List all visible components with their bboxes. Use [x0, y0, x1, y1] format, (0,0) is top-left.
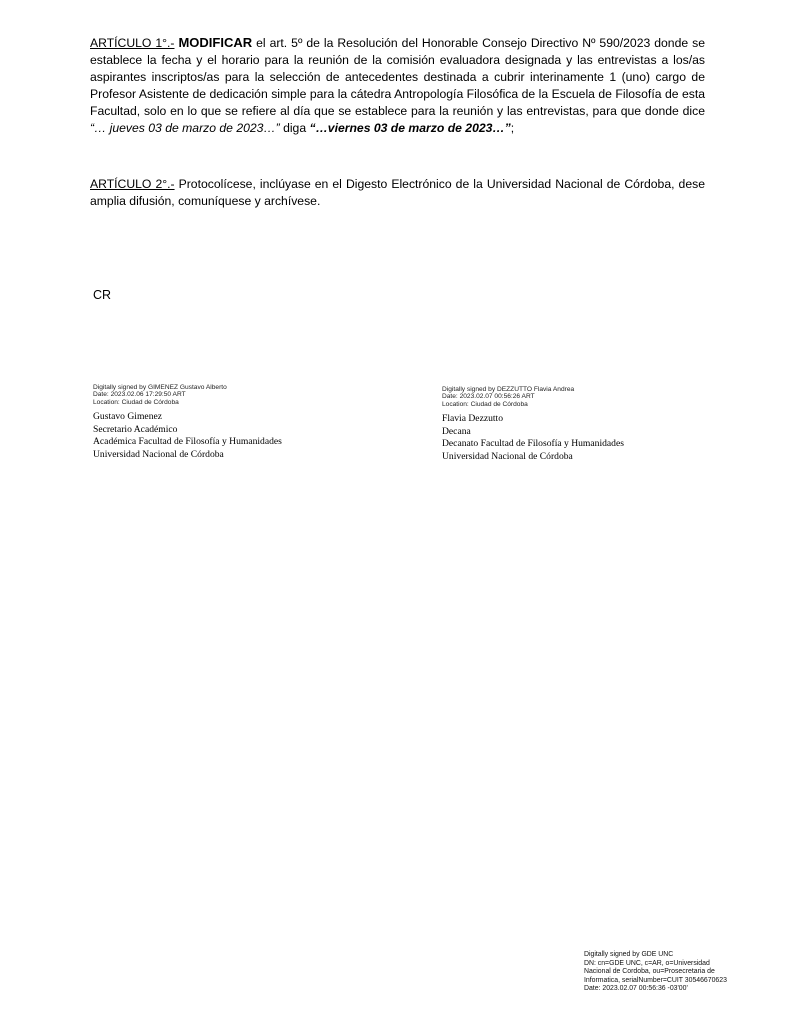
- signature-right-meta: [442, 386, 624, 408]
- signature-left-date: Date: 2023.02.06 17:29:50 ART: [93, 391, 186, 399]
- signature-left-university: Universidad Nacional de Córdoba: [93, 449, 224, 460]
- article-2: [90, 176, 705, 210]
- article-1-verb: MODIFICAR: [178, 35, 253, 50]
- gde-line-1: Digitally signed by GDE UNC: [584, 951, 674, 958]
- signature-left-meta: [93, 384, 282, 406]
- gde-line-5: Date: 2023.02.07 00:56:36 -03'00': [584, 985, 688, 992]
- signature-left-body: [93, 411, 282, 461]
- initials: CR: [93, 288, 112, 302]
- signature-right-date: Date: 2023.02.07 00:56:26 ART: [442, 393, 535, 401]
- article-1-mid: diga: [279, 121, 310, 135]
- gde-line-2: DN: cn=GDE UNC, c=AR, o=Universidad: [584, 959, 710, 967]
- article-2-body: Protocolícese, inclúyase en el Digesto Electrónico de la Universidad Nacional de Córdoba, dese amplia difusión, comuníquese y archívese.: [90, 177, 705, 208]
- signature-right-office: Decanato Facultad de Filosofía y Humanidades: [442, 438, 624, 450]
- article-1-quote-new: “…viernes 03 de marzo de 2023…”: [309, 121, 511, 135]
- article-1-body: el art. 5º de la Resolución del Honorable Consejo Directivo Nº 590/2023 donde se establece la fecha y el horario para la reunión de la comisión evaluadora designada y las entrevistas a los/as aspirantes inscriptos/as para la selección de antecedentes destinada a cubrir interinamente 1 (uno) cargo de Profesor Asistente de dedicación simple para la cátedra Antropología Filosófica de la Escuela de Filosofía de esta Facultad, solo en lo que se refiere al día que se establece para la reunión y las entrevistas, para que donde dice: [90, 36, 705, 118]
- signature-left-name: Gustavo Gimenez: [93, 411, 163, 423]
- gde-line-3: Nacional de Cordoba, ou=Prosecretaria de: [584, 968, 715, 975]
- signature-left-role: Secretario Académico: [93, 423, 178, 435]
- article-1-end: ;: [510, 121, 515, 135]
- article-1-quote-old: “… jueves 03 de marzo de 2023…”: [90, 121, 280, 135]
- signature-right: [442, 386, 624, 464]
- signature-left-office: Académica Facultad de Filosofía y Humanidades: [93, 436, 282, 448]
- gde-signature-stamp: [584, 951, 727, 994]
- signature-right-role: Decana: [442, 425, 471, 437]
- article-2-heading: ARTÍCULO 2°.-: [90, 177, 175, 191]
- signature-right-location: Location: Ciudad de Córdoba: [442, 400, 528, 408]
- signature-right-name: Flavia Dezzutto: [442, 413, 504, 425]
- signature-right-university: Universidad Nacional de Córdoba: [442, 451, 573, 462]
- gde-line-4: Informatica, serialNumber=CUIT 30546670623: [584, 976, 727, 984]
- article-1-heading: ARTÍCULO 1°.-: [90, 36, 175, 50]
- signature-left: [93, 384, 282, 462]
- signature-right-signed-by: Digitally signed by DEZZUTTO Flavia Andrea: [442, 386, 575, 393]
- signature-right-body: [442, 413, 624, 463]
- signature-left-signed-by: Digitally signed by GIMENEZ Gustavo Alberto: [93, 384, 227, 391]
- signature-left-location: Location: Ciudad de Córdoba: [93, 398, 179, 406]
- article-1: [90, 34, 705, 137]
